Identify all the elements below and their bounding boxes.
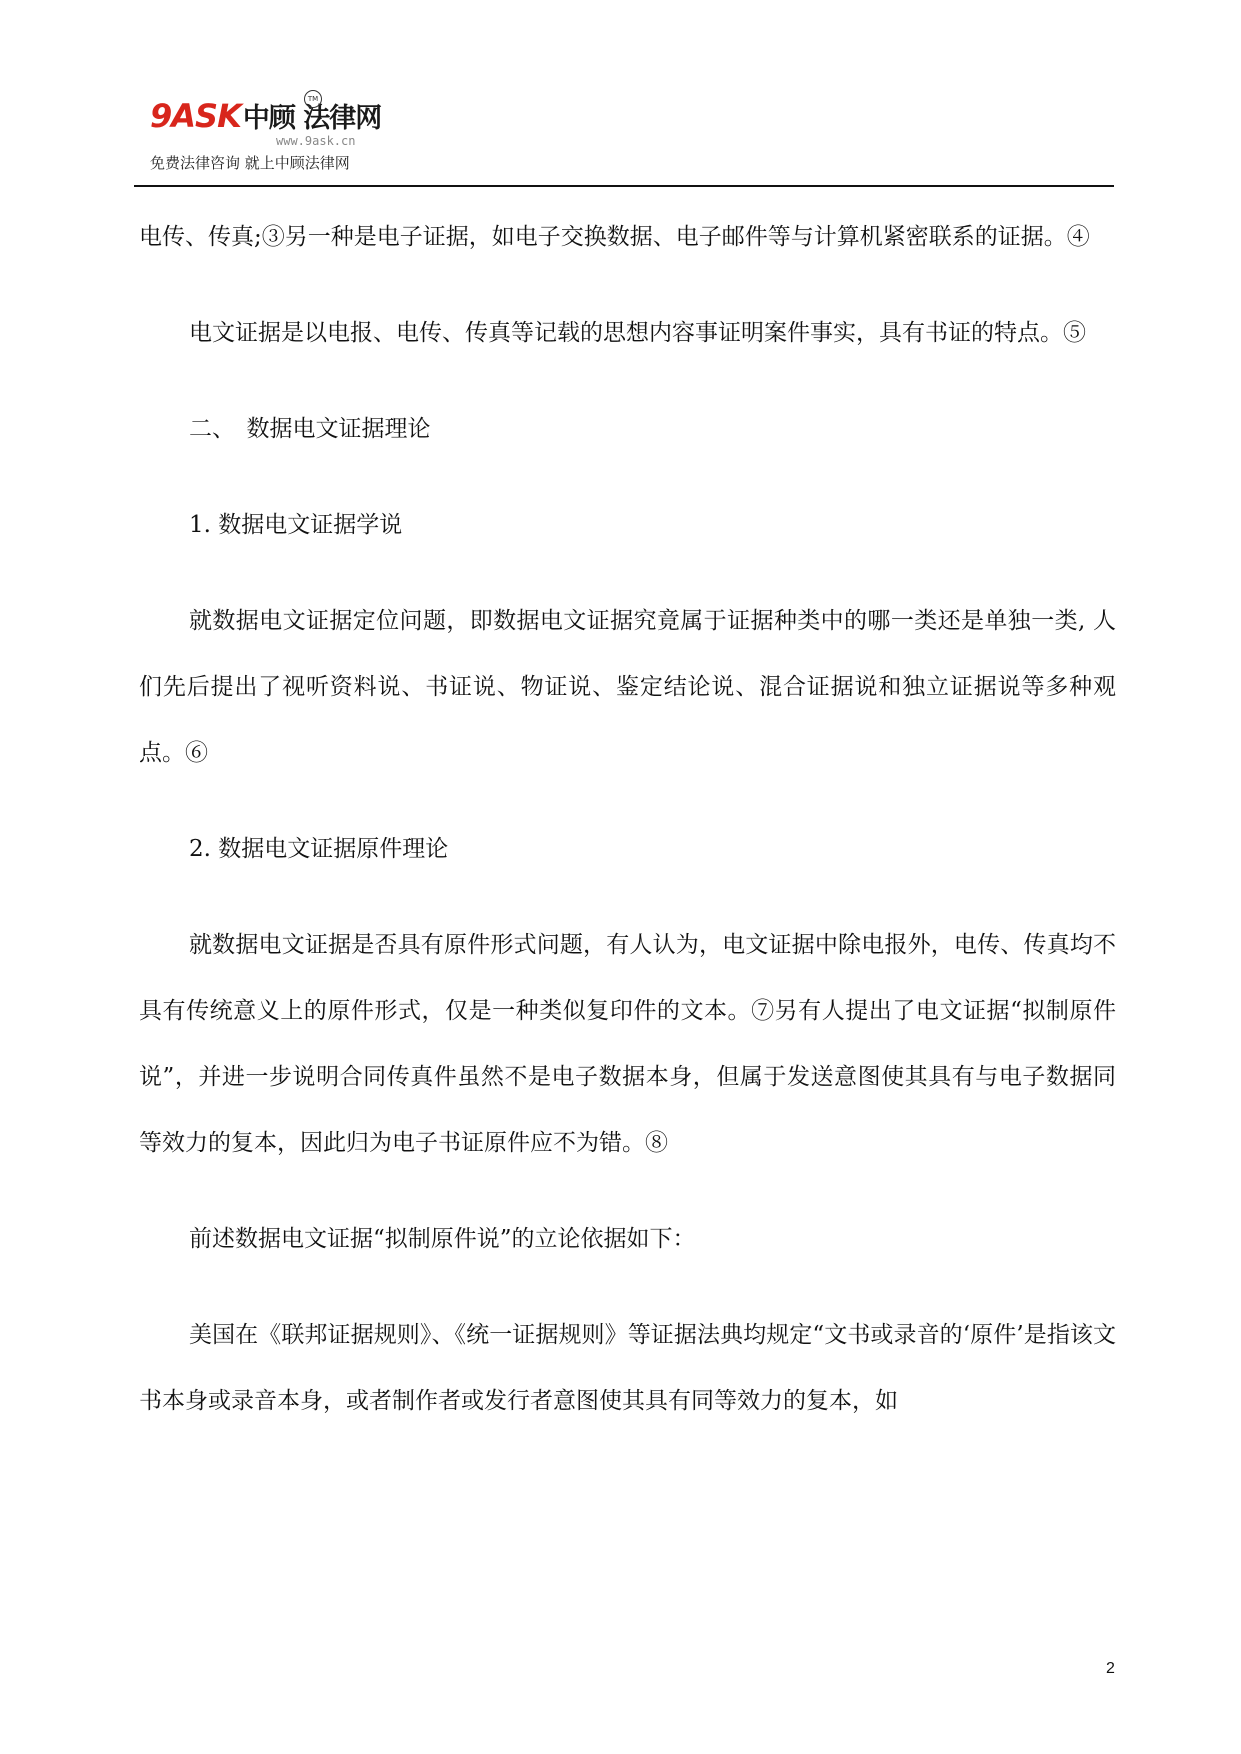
section-heading: 二、 数据电文证据理论 bbox=[189, 416, 431, 442]
page-number: 2 bbox=[1106, 1660, 1115, 1677]
subsection-heading: 1. 数据电文证据学说 bbox=[189, 512, 403, 538]
page-header bbox=[134, 90, 1114, 190]
logo-ask-text: 9ASK bbox=[150, 97, 241, 135]
logo-url: www.9ask.cn bbox=[276, 134, 356, 148]
site-logo bbox=[150, 90, 400, 180]
document-body bbox=[139, 222, 1116, 1464]
logo-wordmark bbox=[150, 96, 381, 135]
paragraph: 美国在《联邦证据规则》、《统一证据规则》等证据法典均规定“文书或录音的‘原件’是指该文书本身或录音本身，或者制作者或发行者意图使其具有同等效力的复本，如 bbox=[139, 1322, 1116, 1414]
paragraph: 就数据电文证据是否具有原件形式问题，有人认为，电文证据中除电报外，电传、传真均不具有传统意义上的原件形式，仅是一种类似复印件的文本。⑦另有人提出了电文证据“拟制原件说”，并进一步说明合同传真件虽然不是电子数据本身，但属于发送意图使其具有与电子数据同等效力的复本，因此归为电子书证原件应不为错。⑧ bbox=[139, 932, 1116, 1156]
logo-site-name: 中顾 法律网 bbox=[242, 103, 382, 134]
paragraph: 电传、传真;③另一种是电子证据，如电子交换数据、电子邮件等与计算机紧密联系的证据。④ bbox=[139, 224, 1090, 250]
paragraph: 电文证据是以电报、电传、传真等记载的思想内容事证明案件事实，具有书证的特点。⑤ bbox=[189, 320, 1086, 346]
header-divider bbox=[134, 185, 1114, 187]
paragraph: 前述数据电文证据“拟制原件说”的立论依据如下： bbox=[189, 1226, 696, 1252]
logo-slogan: 免费法律咨询 就上中顾法律网 bbox=[150, 154, 350, 172]
trademark-mark: TM bbox=[304, 90, 322, 108]
subsection-heading: 2. 数据电文证据原件理论 bbox=[189, 836, 449, 862]
paragraph: 就数据电文证据定位问题，即数据电文证据究竟属于证据种类中的哪一类还是单独一类, 人们先后提出了视听资料说、书证说、物证说、鉴定结论说、混合证据说和独立证据说等多种观点。⑥ bbox=[139, 608, 1116, 766]
